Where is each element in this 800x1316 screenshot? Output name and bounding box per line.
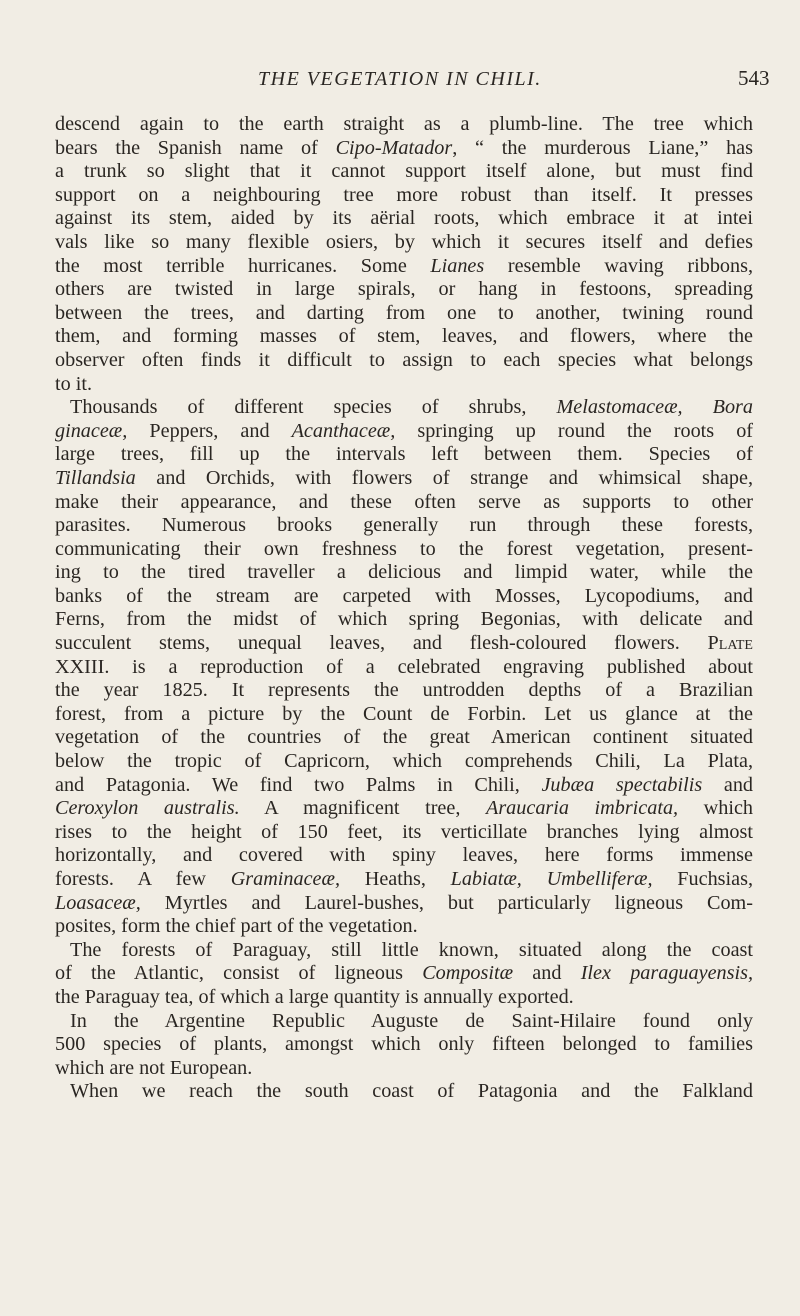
text-run: Myrtles and Laurel-bushes, but particularly ligneous Com- — [140, 891, 753, 914]
text-run: against its stem, aided by its aërial roots, which embrace it at intei — [55, 207, 753, 230]
text-line — [55, 844, 753, 868]
text-run: Fuchsias, — [652, 868, 753, 890]
text-line — [55, 939, 753, 963]
text-line — [55, 774, 753, 798]
text-run: banks of the stream are carpeted with Mosses, Lycopodiums, and — [55, 584, 753, 607]
text-run: A magnificent tree, — [239, 797, 486, 820]
text-run: 500 species of plants, amongst which only fifteen belonged to families — [55, 1033, 753, 1056]
text-run: and — [513, 962, 581, 985]
text-line — [55, 538, 753, 562]
text-line — [55, 821, 753, 845]
italic-term: Jubæa spectabilis — [541, 773, 703, 796]
text-run: posites, form the chief part of the vegetation. — [55, 915, 418, 938]
text-run: In the Argentine Republic Auguste de Saint-Hilaire found only — [70, 1009, 753, 1032]
text-run: support on a neighbouring tree more robust than itself. It presses — [55, 183, 753, 206]
text-run: , “ the murderous Liane,” has — [452, 136, 753, 159]
text-line — [55, 679, 753, 703]
text-run: springing up round the roots of — [395, 419, 754, 442]
text-line — [55, 868, 753, 892]
text-run: ing to the tired traveller a delicious and limpid water, while the — [55, 561, 753, 584]
italic-term: Cipo-Matador — [335, 136, 453, 159]
text-line — [55, 1057, 753, 1081]
text-line — [55, 325, 753, 349]
text-run: the Paraguay tea, of which a large quantity is annually exported. — [55, 985, 574, 1008]
text-run: make their appearance, and these often serve as supports to other — [55, 490, 753, 513]
text-line — [55, 750, 753, 774]
text-line — [55, 255, 753, 279]
text-line — [55, 915, 753, 939]
text-run: descend again to the earth straight as a plumb-line. The tree which — [55, 113, 753, 135]
text-line — [55, 160, 753, 184]
text-run: of the Atlantic, consist of ligneous — [55, 962, 423, 985]
small-caps-text: Plate — [707, 632, 753, 655]
text-line — [55, 608, 753, 632]
text-run: which are not European. — [55, 1056, 253, 1079]
italic-term: Araucaria imbricata, — [485, 797, 679, 820]
text-run: vegetation of the countries of the great American continent situated — [55, 726, 753, 749]
text-run: the year 1825. It represents the untrodden depths of a Brazilian — [55, 679, 753, 702]
text-run: XXIII. is a reproduction of a celebrated engraving published about — [55, 655, 753, 678]
text-run: them, and forming masses of stem, leaves, and flowers, where the — [55, 325, 753, 348]
text-line — [55, 231, 753, 255]
text-run: and Patagonia. We find two Palms in Chili, — [55, 773, 542, 796]
text-run: observer often finds it difficult to assign to each species what belongs — [55, 348, 753, 371]
italic-term: Lianes — [430, 254, 485, 277]
text-line — [55, 726, 753, 750]
text-line — [55, 443, 753, 467]
text-line — [55, 962, 753, 986]
italic-term: Loasaceæ, — [55, 891, 141, 914]
text-run: communicating their own freshness to the forest vegetation, present- — [55, 537, 753, 560]
text-line — [55, 892, 753, 916]
text-run: and — [702, 773, 754, 796]
text-run: between the trees, and darting from one to another, twining round — [55, 301, 753, 324]
text-line — [55, 703, 753, 727]
text-line — [55, 514, 753, 538]
text-run: Heaths, — [340, 868, 451, 890]
text-run: below the tropic of Capricorn, which comprehends Chili, La Plata, — [55, 750, 753, 773]
text-line — [55, 656, 753, 680]
text-run: When we reach the south coast of Patagonia and the Falkland — [70, 1080, 753, 1103]
text-run: the most terrible hurricanes. Some — [55, 254, 431, 277]
italic-term: Labiatæ, Umbelliferæ, — [450, 868, 653, 890]
text-line — [55, 467, 753, 491]
text-run: Peppers, and — [127, 419, 292, 442]
text-run: parasites. Numerous brooks generally run through these forests, — [55, 514, 753, 537]
running-head: THE VEGETATION IN CHILI. — [258, 68, 542, 90]
text-run: forests. A few — [55, 868, 231, 890]
italic-term: Acanthaceæ, — [291, 419, 396, 442]
text-run: which — [678, 797, 753, 820]
text-line — [55, 632, 753, 656]
text-run: to it. — [55, 372, 93, 395]
text-line — [55, 396, 753, 420]
text-line — [55, 420, 753, 444]
text-run: horizontally, and covered with spiny leaves, here forms immense — [55, 844, 753, 867]
italic-term: Tillandsia — [55, 466, 136, 489]
text-line — [55, 1033, 753, 1057]
italic-term: Graminaceæ, — [230, 868, 341, 890]
text-run: others are twisted in large spirals, or hang in festoons, spreading — [55, 278, 753, 301]
text-run: bears the Spanish name of — [55, 136, 336, 159]
text-line — [55, 1010, 753, 1034]
text-run: Ferns, from the midst of which spring Begonias, with delicate and — [55, 608, 753, 631]
text-line — [55, 561, 753, 585]
text-run: vals like so many flexible osiers, by which it secures itself and defies — [55, 230, 753, 253]
text-run: forest, from a picture by the Count de Forbin. Let us glance at the — [55, 702, 753, 725]
text-line — [55, 113, 753, 137]
text-run: Thousands of different species of shrubs, — [70, 396, 557, 419]
text-run: rises to the height of 150 feet, its verticillate branches lying almost — [55, 820, 753, 843]
body-text — [55, 113, 753, 1104]
text-run: The forests of Paraguay, still little known, situated along the coast — [70, 938, 753, 961]
italic-term: Ceroxylon australis. — [55, 797, 240, 820]
italic-term: Compositæ — [422, 962, 514, 985]
text-run: resemble waving ribbons, — [484, 254, 754, 277]
text-run: and Orchids, with flowers of strange and whimsical shape, — [135, 466, 753, 489]
text-line — [55, 373, 753, 397]
italic-term: Melastomaceæ, Bora — [556, 396, 753, 419]
text-line — [55, 986, 753, 1010]
text-run: large trees, fill up the intervals left between them. Species of — [55, 443, 753, 466]
text-line — [55, 349, 753, 373]
text-line — [55, 207, 753, 231]
text-run: succulent stems, unequal leaves, and flesh-coloured flowers. — [55, 632, 708, 655]
text-run: a trunk so slight that it cannot support itself alone, but must find — [55, 160, 753, 183]
text-line — [55, 585, 753, 609]
text-line — [55, 302, 753, 326]
text-line — [55, 184, 753, 208]
italic-term: Ilex paraguayensis, — [580, 962, 753, 985]
italic-term: ginaceæ, — [55, 419, 128, 442]
text-line — [55, 797, 753, 821]
text-line — [55, 491, 753, 515]
text-line — [55, 278, 753, 302]
text-line — [55, 137, 753, 161]
text-line — [55, 1080, 753, 1104]
page-number: 543 — [738, 66, 770, 90]
